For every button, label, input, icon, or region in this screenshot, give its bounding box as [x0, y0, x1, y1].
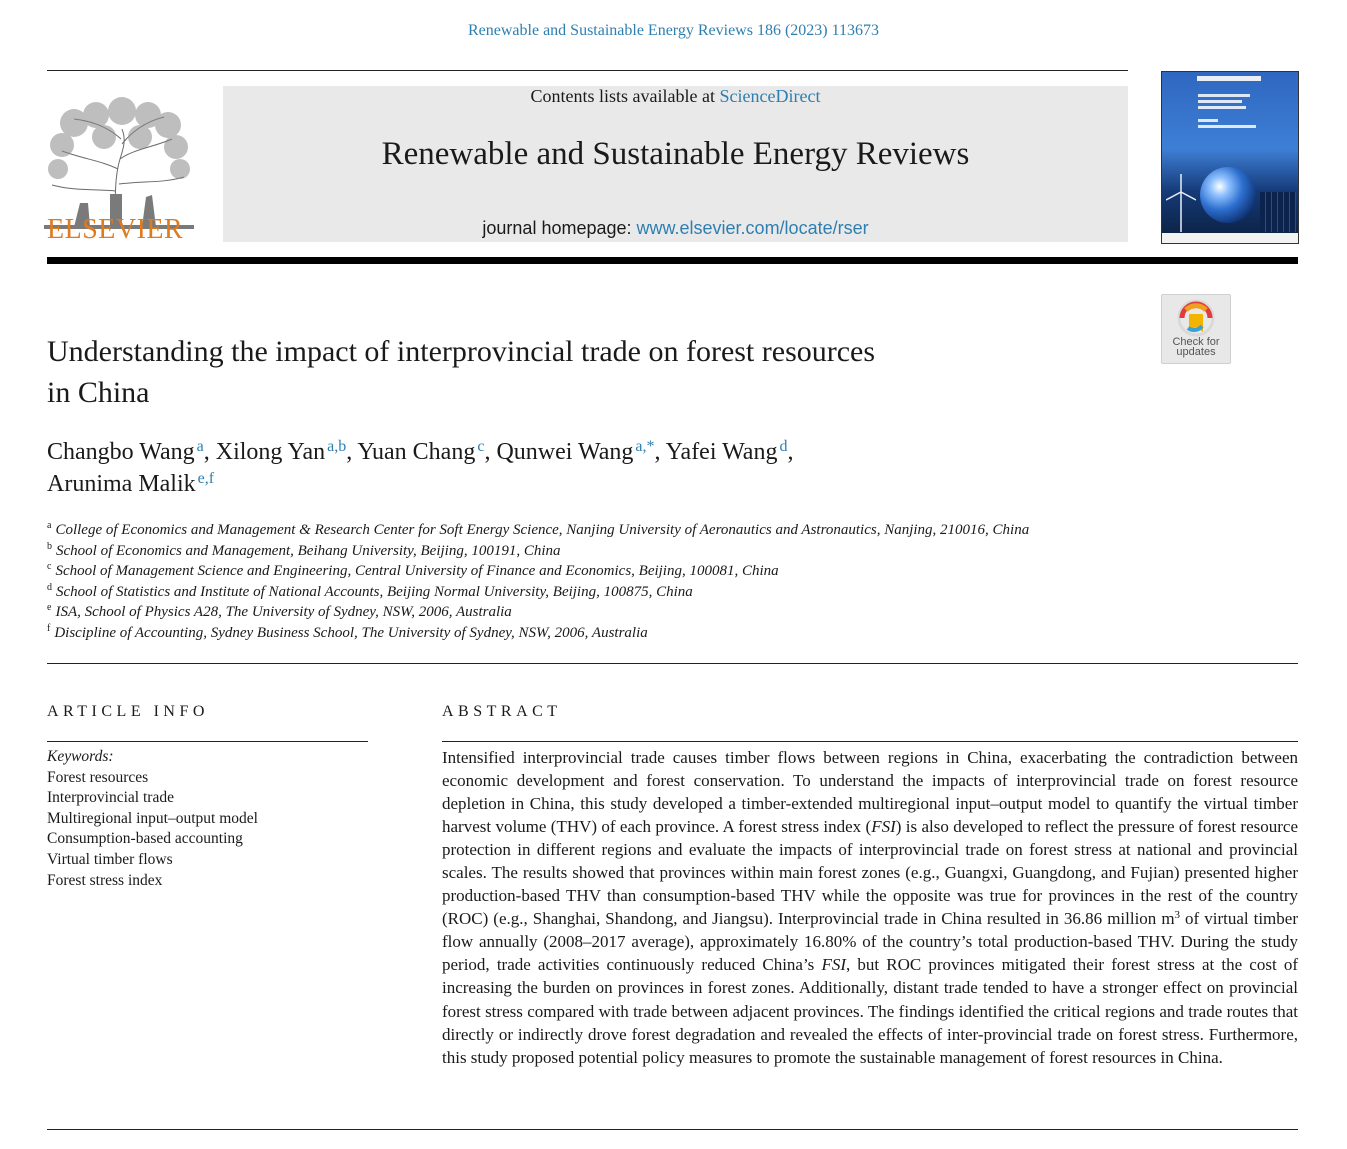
- earth-globe-icon: [1200, 167, 1256, 223]
- author-affiliation-link[interactable]: d: [779, 438, 788, 455]
- cover-title-lines: [1198, 94, 1258, 131]
- author-affiliation-link[interactable]: e,f: [197, 470, 215, 487]
- affiliation-list: [47, 520, 1287, 644]
- abstract-text: Intensified interprovincial trade causes timber flows between regions in China, exacerbating the contradiction between economic development and forest conservation. To understand the impacts of interprovincial trade on forest resource depletion in China, this study developed a timber-extended multiregional input–output model to quantify the virtual timber harvest volume (THV) of each province. A forest stress index (FSI) is also developed to reflect the pressure of forest resource protection in different regions and evaluate the impacts of interprovincial trade on forest stress at national and provincial scales. The results showed that provinces within main forest zones (e.g., Guangxi, Guangdong, and Fujian) presented higher production-based THV than consumption-based THV while the opposite was true for provinces in the rest of the country (ROC) (e.g., Shanghai, Shandong, and Jiangsu). Interprovincial trade in China resulted in 36.86 million $m^3$ of virtual timber flow annually (2008–2017 average), approximately 16.80% of the country’s total production-based THV. During the study period, trade activities continuously reduced China’s FSI, but ROC provinces mitigated their forest stress at the cost of increasing the burden on provinces in forest zones. Additionally, distant trade tended to have a stronger effect on provincial forest stress compared with trade between adjacent provinces. The findings identified the critical regions and trade routes that directly or indirectly drove forest degradation and revealed the effects of inter-provincial trade on forest stress. Furthermore, this study proposed potential policy measures to promote the sustainable management of forest resources in China.: [442, 748, 1298, 1067]
- author-name[interactable]: Yuan Chang: [357, 439, 476, 465]
- contents-availability: [223, 86, 1128, 107]
- header-divider: [47, 70, 1128, 71]
- check-for-updates-label: Check for updates: [1172, 336, 1220, 358]
- author-affiliation-link[interactable]: c: [477, 438, 485, 455]
- keyword-item: Virtual timber flows: [47, 850, 173, 868]
- keyword-item: Forest resources: [47, 768, 149, 786]
- sciencedirect-link[interactable]: ScienceDirect: [719, 86, 821, 106]
- author-name[interactable]: Yafei Wang: [665, 439, 778, 465]
- abstract-heading: ABSTRACT: [442, 703, 562, 720]
- section-divider: [47, 663, 1298, 664]
- keyword-item: Interprovincial trade: [47, 789, 174, 807]
- author-name[interactable]: Arunima Malik: [47, 471, 196, 497]
- author-name[interactable]: Qunwei Wang: [496, 439, 634, 465]
- author-name[interactable]: Xilong Yan: [215, 439, 326, 465]
- keyword-item: Consumption-based accounting: [47, 830, 243, 848]
- author-list: Changbo Wang $^a$, Xilong Yan $^{a,b}$, Yuan Chang $^c$, Qunwei Wang $^{a,*}$, Yafei Wang $^d$, Arunima Malik $^{e,f}$: [47, 438, 794, 497]
- wind-turbine-icon: [1166, 172, 1196, 232]
- keywords-list: [47, 747, 377, 891]
- cover-footer-strip: [1162, 233, 1298, 243]
- crossmark-icon: [1176, 298, 1216, 338]
- author-name[interactable]: Changbo Wang: [47, 439, 195, 465]
- affiliation-item: $^e$ ISA, School of Physics A28, The University of Sydney, NSW, 2006, Australia: [47, 602, 512, 621]
- affiliation-item: $^f$ Discipline of Accounting, Sydney Business School, The University of Sydney, NSW, 2006, Australia: [47, 622, 648, 641]
- article-info-heading: ARTICLE INFO: [47, 703, 209, 720]
- check-for-updates-button[interactable]: [1161, 294, 1231, 364]
- journal-cover-thumbnail[interactable]: [1161, 71, 1299, 244]
- article-title: [47, 331, 1107, 413]
- journal-citation[interactable]: Renewable and Sustainable Energy Reviews 186 (2023) 113673: [467, 22, 880, 39]
- article-info-rule: [47, 741, 368, 742]
- article-title-line-2: in China: [47, 376, 150, 409]
- keyword-item: Multiregional input–output model: [47, 809, 258, 827]
- keywords-label: Keywords:: [47, 748, 114, 765]
- homepage-prefix: journal homepage:: [482, 218, 637, 238]
- author-affiliation-link[interactable]: a: [196, 438, 204, 455]
- affiliation-item: $^d$ School of Statistics and Institute of National Accounts, Beijing Normal University, Beijing, 100875, China: [47, 581, 693, 600]
- solar-panel-icon: [1260, 192, 1296, 232]
- author-affiliation-link[interactable]: a,b: [327, 438, 347, 455]
- affiliation-item: $^a$ College of Economics and Management & Research Center for Soft Energy Science, Nanjing University of Aeronautics and Astronautics, Nanjing, 210016, China: [47, 520, 1030, 538]
- cover-header-strip: [1197, 76, 1261, 81]
- journal-name: Renewable and Sustainable Energy Reviews: [381, 136, 970, 172]
- footer-divider: [47, 1129, 1298, 1130]
- journal-masthead: [223, 86, 1128, 242]
- abstract-rule: [442, 741, 1298, 742]
- contents-prefix: Contents lists available at: [530, 86, 720, 106]
- journal-homepage: [223, 218, 1128, 239]
- article-title-line-1: Understanding the impact of interprovincial trade on forest resources: [47, 335, 876, 368]
- keyword-item: Forest stress index: [47, 871, 163, 889]
- homepage-link[interactable]: www.elsevier.com/locate/rser: [636, 218, 869, 238]
- masthead-thick-rule: [47, 257, 1298, 264]
- elsevier-wordmark[interactable]: ELSEVIER: [47, 214, 184, 245]
- affiliation-item: $^c$ School of Management Science and Engineering, Central University of Finance and Economics, Beijing, 100081, China: [47, 561, 779, 580]
- affiliation-item: $^b$ School of Economics and Management, Beihang University, Beijing, 100191, China: [47, 540, 561, 559]
- author-affiliation-link[interactable]: a,*: [635, 438, 655, 455]
